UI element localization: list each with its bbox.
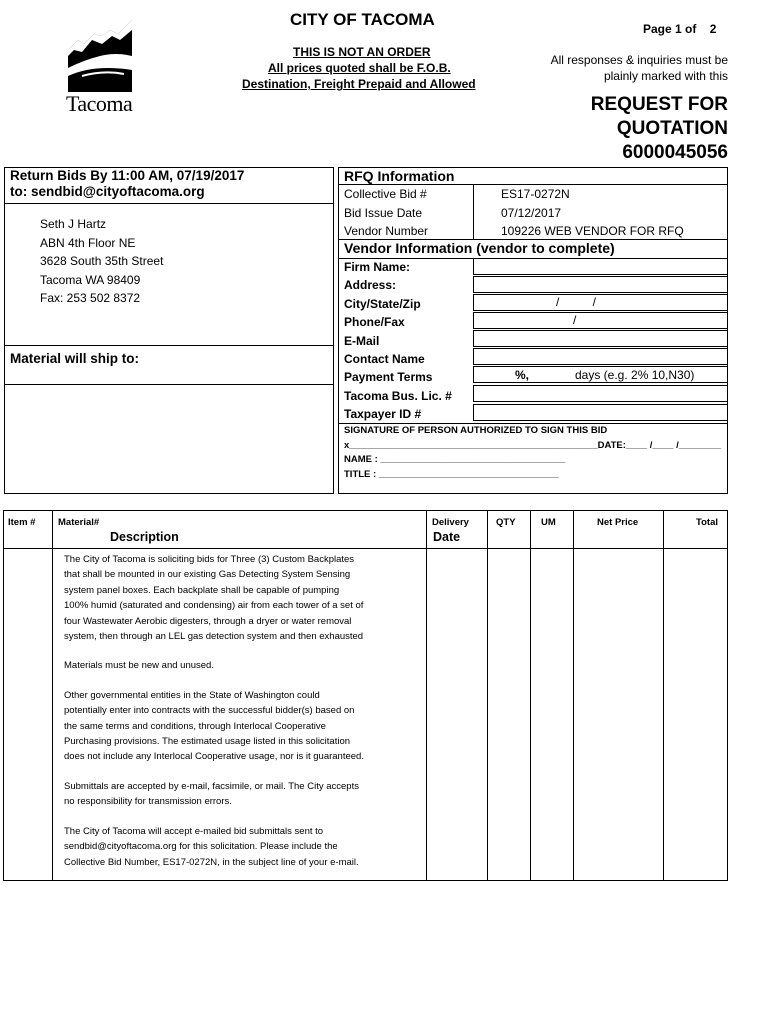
page-label: Page 1 of <box>643 22 697 36</box>
rfq-number: 6000045056 <box>622 142 728 163</box>
collective-bid-label: Collective Bid # <box>344 187 427 201</box>
response-line-2: plainly marked with this <box>603 69 728 83</box>
not-order-notice: THIS IS NOT AN ORDER <box>293 45 431 59</box>
rfq-info-values <box>501 185 684 241</box>
email-submittal-paragraph: The City of Tacoma will accept e-mailed bid submittals sent to sendbid@cityoftacoma.org for this solicitation. Please include the Collective Bid Number, ES17-0272N, in the subject line of your e-mail. <box>64 825 359 868</box>
taxpayer-id-label: Taxpayer ID # <box>344 407 422 422</box>
solicitation-paragraph: The City of Tacoma is soliciting bids for Three (3) Custom Backplates that shall be mounted in our existing Gas Detecting System Sensing system panel boxes. Each backplate shall be capable of pumping 100% humid (saturated and condensing) air from each tower of a set of four Wastewater Aerobic digesters, through a dryer or water removal system, then through an LEL gas detection system and then exhausted <box>64 554 364 643</box>
page-total: 2 <box>709 22 717 36</box>
address-field[interactable] <box>473 276 728 293</box>
city-state-zip-label: City/State/Zip <box>344 296 421 311</box>
vendor-number-label: Vendor Number <box>344 224 429 238</box>
col-date: Date <box>433 530 461 544</box>
fob-line-1: All prices quoted shall be F.O.B. <box>268 61 451 75</box>
bus-lic-label: Tacoma Bus. Lic. # <box>344 388 452 403</box>
collective-bid-value: ES17-0272N <box>501 187 570 201</box>
city-state-zip-field[interactable] <box>473 294 728 311</box>
email-label: E-Mail <box>344 333 380 348</box>
signature-line[interactable]: x_______________________________________________DATE:____ /____ /________ <box>344 440 722 451</box>
rfq-heading-line-2: QUOTATION <box>616 118 728 139</box>
col-description: Description <box>110 530 179 544</box>
page-indicator <box>643 22 716 36</box>
materials-paragraph: Materials must be new and unused. <box>64 660 214 672</box>
address-label: Address: <box>344 278 397 293</box>
submittals-paragraph: Submittals are accepted by e-mail, facsimile, or mail. The City accepts no responsibility for transmission errors. <box>64 780 359 808</box>
payment-terms-days: days (e.g. 2% 10,N30) <box>575 368 695 382</box>
payment-terms-percent: %, <box>515 368 530 382</box>
rfq-heading-line-1: REQUEST FOR <box>590 94 728 115</box>
vendor-info-title: Vendor Information (vendor to complete) <box>344 240 615 256</box>
bid-issue-date-label: Bid Issue Date <box>344 205 423 220</box>
col-item: Item # <box>8 517 36 528</box>
col-delivery: Delivery <box>432 517 469 528</box>
buyer-city: Tacoma WA 98409 <box>40 272 141 287</box>
col-total: Total <box>696 517 718 528</box>
taxpayer-id-field[interactable] <box>473 404 728 421</box>
col-material: Material# <box>58 517 100 528</box>
signature-title: SIGNATURE OF PERSON AUTHORIZED TO SIGN THIS BID <box>344 425 608 436</box>
rfq-info-labels <box>344 185 428 241</box>
buyer-fax: Fax: 253 502 8372 <box>40 291 141 305</box>
logo-wordmark: Tacoma <box>66 91 133 116</box>
col-net-price: Net Price <box>597 517 639 528</box>
vendor-number-value: 109226 WEB VENDOR FOR RFQ <box>501 224 684 238</box>
col-um: UM <box>541 517 556 528</box>
response-note <box>551 53 728 83</box>
vendor-field-labels <box>344 258 452 424</box>
return-bids-line-1: Return Bids By 11:00 AM, 07/19/2017 <box>10 168 245 183</box>
mountain-logo-icon <box>64 10 136 92</box>
city-state-zip-separators: / / <box>556 295 597 309</box>
response-line-1: All responses & inquiries must be <box>550 53 728 67</box>
rfq-heading <box>591 93 728 165</box>
bid-issue-date-value: 07/12/2017 <box>501 205 562 220</box>
phone-fax-separator: / <box>573 313 577 327</box>
firm-name-label: Firm Name: <box>344 260 411 274</box>
buyer-office: ABN 4th Floor NE <box>40 235 136 250</box>
email-field[interactable] <box>473 330 728 347</box>
bus-lic-field[interactable] <box>473 385 728 402</box>
return-bids-heading <box>10 168 244 200</box>
description-body <box>64 552 364 884</box>
return-bids-email: to: sendbid@cityoftacoma.org <box>10 184 205 199</box>
rfq-info-title: RFQ Information <box>344 168 455 184</box>
ship-to-label: Material will ship to: <box>10 351 140 366</box>
signer-name-line[interactable]: NAME : ___________________________________ <box>344 454 566 465</box>
firm-name-field[interactable] <box>473 258 728 275</box>
col-qty: QTY <box>496 517 516 528</box>
contact-name-field[interactable] <box>473 348 728 365</box>
signer-title-line[interactable]: TITLE : __________________________________ <box>344 469 559 480</box>
payment-terms-label: Payment Terms <box>344 370 433 385</box>
phone-fax-label: Phone/Fax <box>344 315 405 330</box>
buyer-name: Seth J Hartz <box>40 217 107 231</box>
interlocal-paragraph: Other governmental entities in the State of Washington could potentially enter into contracts with the successful bidder(s) based on the same terms and conditions, through Interlocal Cooperative Purchasing provisions. The estimated usage listed in this solicitation does not include any Interlocal Cooperative usage, nor is it guaranteed. <box>64 689 364 763</box>
phone-fax-field[interactable] <box>473 312 728 329</box>
contact-name-label: Contact Name <box>344 352 425 367</box>
city-title: CITY OF TACOMA <box>290 10 435 29</box>
fob-line-2: Destination, Freight Prepaid and Allowed <box>242 77 476 91</box>
city-logo <box>64 10 136 116</box>
buyer-contact <box>40 215 163 308</box>
buyer-street: 3628 South 35th Street <box>40 254 164 268</box>
